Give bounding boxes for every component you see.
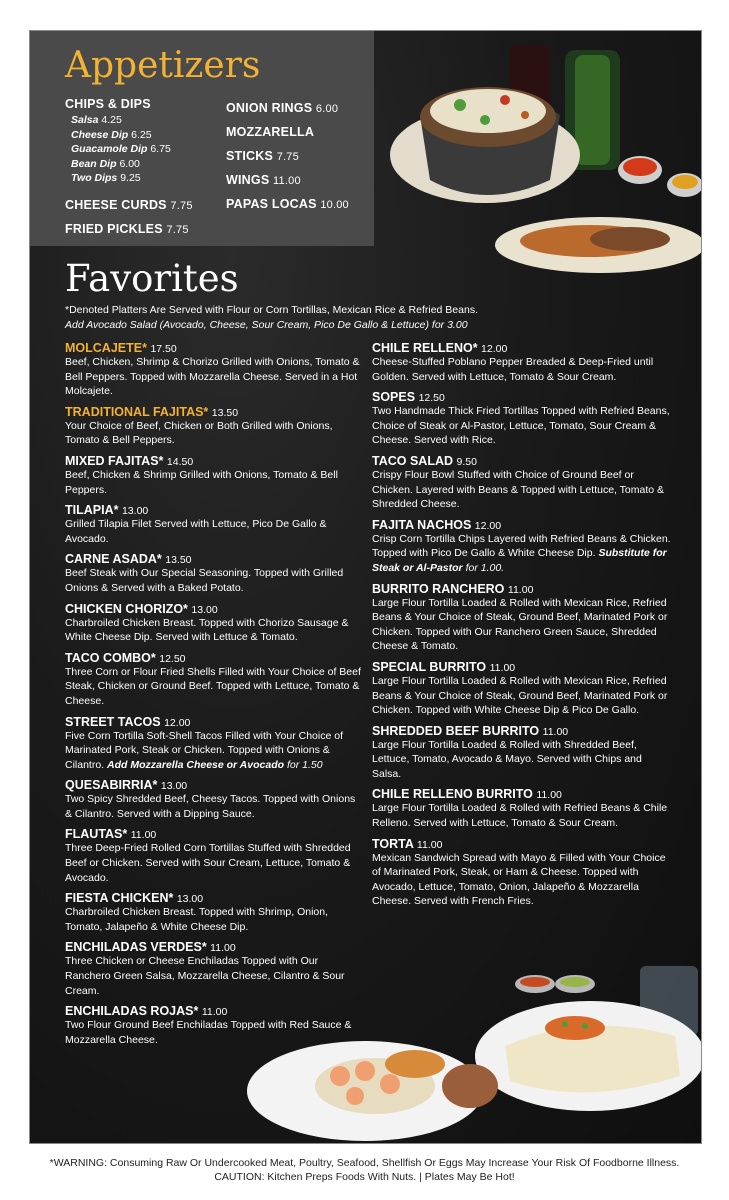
item-price: 11.00 [210,942,236,955]
item-price: 11.00 [542,725,569,738]
appetizers-right-list [226,97,349,217]
dip-item [71,171,193,186]
menu-item [65,552,365,595]
appetizer-price: 10.00 [320,199,349,211]
dip-price: 6.25 [131,128,152,141]
item-description-text: Beef, Chicken & Shrimp Grilled with Onions, Tomato & Bell Peppers. [65,468,338,496]
appetizer-name: PAPAS LOCAS [226,197,317,211]
menu-item-name [372,454,672,468]
menu-item [65,454,365,497]
dip-item [71,142,193,157]
item-name: FAJITA NACHOS [372,517,472,532]
item-addon-price: for 1.50 [286,758,323,771]
item-description [372,532,672,576]
menu-item [372,341,672,384]
warning-notice [0,1156,729,1184]
item-name: CHILE RELLENO BURRITO [372,787,533,802]
menu-item [65,405,365,448]
menu-board [29,30,702,1144]
item-description [372,355,672,384]
menu-item-name [372,660,672,674]
menu-item [65,778,365,821]
dip-name: Bean Dip [71,157,117,170]
dip-name: Two Dips [71,172,118,184]
menu-item-name [65,940,365,954]
appetizer-photo [390,45,701,275]
menu-item-name [372,837,672,851]
appetizer-price: 11.00 [273,175,301,187]
favorites-left-column [65,341,365,1053]
item-name: TACO SALAD [372,453,454,468]
favorites-avocado-note: Add Avocado Salad (Avocado, Cheese, Sour Cream, Pico De Gallo & Lettuce) for 3.00 [65,319,468,331]
item-description [372,404,672,448]
favorites-note: *Denoted Platters Are Served with Flour or Corn Tortillas, Mexican Rice & Refried Beans. [65,304,478,316]
item-description-text: Three Deep-Fried Rolled Corn Tortillas Stuffed with Shredded Beef or Chicken. Served with Sour Cream, Lettuce, Tomato & Avocado. [65,842,351,884]
dip-price: 6.75 [150,143,171,155]
item-name: SHREDDED BEEF BURRITO [372,723,540,738]
appetizers-left-column [65,97,193,242]
item-name: TORTA [372,836,414,851]
appetizer-name: CHEESE CURDS [65,197,167,212]
appetizer-price: 6.00 [315,103,339,115]
menu-item [65,341,365,399]
item-description-text: Mexican Sandwich Spread with Mayo & Filled with Your Choice of Marinated Pork, Steak, or Ham & Cheese. Topped with Avocado, Lettuce, Tomato, Onion, Jalapeño & Mozzarella Cheese. Served with French Fries. [372,851,666,908]
appetizer-price: 7.75 [276,151,299,163]
menu-item-name [65,405,365,419]
appetizer-item [226,97,349,121]
item-name: SPECIAL BURRITO [372,659,487,674]
menu-item [372,518,672,576]
menu-item [65,651,365,709]
item-description-text: Large Flour Tortilla Loaded & Rolled with Shredded Beef, Lettuce, Tomato, Avocado & Mayo. Served with Chips and Salsa. [372,738,642,780]
menu-item-name [372,724,672,738]
item-description-text: Cheese-Stuffed Poblano Pepper Breaded & Deep-Fried until Golden. Served with Lettuce, Tomato & Sour Cream. [372,356,654,383]
item-name: ENCHILADAS ROJAS* [65,1004,199,1019]
item-name: QUESABIRRIA* [65,778,158,793]
item-name: FLAUTAS* [65,827,128,842]
item-description-text: Large Flour Tortilla Loaded & Rolled with Mexican Rice, Refried Beans & Your Choice of Steak, Ground Beef, Marinated Pork or Chicken. Topped with Our Ranchero Green Sauce, Shredded Cheese & Tomato. [372,596,668,653]
item-description [65,355,365,399]
item-description-text: Beef, Chicken, Shrimp & Chorizo Grilled with Onions, Tomato & Bell Peppers. Topped with Mozzarella Cheese. Served in a Hot Molcajete. [65,356,360,398]
appetizers-panel [30,31,374,246]
item-description [372,801,672,830]
item-price: 13.50 [165,554,192,567]
menu-item-name [65,341,365,355]
menu-item [372,787,672,830]
item-price: 13.00 [176,893,204,906]
item-price: 13.00 [191,603,218,616]
menu-item [372,454,672,512]
dip-price: 6.00 [119,157,140,170]
menu-item [65,715,365,773]
menu-item-name [372,341,672,355]
dip-item [71,113,193,128]
menu-item-name [65,602,365,616]
item-description-text: Five Corn Tortilla Soft-Shell Tacos Filled with Your Choice of Marinated Pork, Steak or Chicken. Topped with Onions & Cilantro. [65,729,343,771]
item-description [65,792,365,821]
item-price: 11.00 [507,583,534,596]
entree-photo [245,966,701,1141]
item-description-text: Charbroiled Chicken Breast. Topped with Shrimp, Onion, Tomato, Jalapeño & White Cheese Dip. [65,906,329,933]
appetizer-name: STICKS [226,149,274,163]
dip-name: Cheese Dip [71,128,129,141]
item-name: TILAPIA* [65,503,119,518]
item-name: CHILE RELLENO* [372,341,478,355]
item-price: 11.00 [130,829,157,842]
item-price: 12.50 [418,392,445,405]
appetizer-name: MOZZARELLA [226,125,315,139]
item-name: MOLCAJETE* [65,341,147,355]
caution-line: CAUTION: Kitchen Preps Foods With Nuts. | Plates May Be Hot! [214,1171,515,1183]
item-description [65,665,365,709]
item-price: 11.00 [201,1006,228,1019]
item-name: ENCHILADAS VERDES* [65,940,207,955]
appetizer-name: WINGS [226,173,270,187]
favorites-title: Favorites [65,257,239,300]
appetizers-left-list [65,194,193,242]
item-price: 13.50 [211,406,239,419]
menu-item-name [372,787,672,801]
menu-item-name [372,582,672,596]
menu-item-name [65,891,365,905]
dips-list [71,113,193,186]
dip-item [71,157,193,172]
item-price: 14.50 [166,455,194,468]
item-description [372,674,672,718]
item-description-text: Beef Steak with Our Special Seasoning. Topped with Grilled Onions & Served with a Baked Potato. [65,567,344,594]
menu-item [372,390,672,448]
menu-item-name [65,503,365,517]
item-addon: Substitute for Steak or Al-Pastor [372,547,667,574]
item-price: 9.50 [456,455,477,468]
menu-item-name [65,454,365,468]
item-description [65,517,365,546]
item-name: SOPES [372,390,416,405]
item-name: CARNE ASADA* [65,552,162,567]
appetizer-item [226,145,349,169]
appetizers-title: Appetizers [65,45,261,86]
menu-item [65,827,365,885]
chips-dips-heading: CHIPS & DIPS [65,97,151,111]
item-description [65,905,365,934]
item-price: 12.50 [159,652,186,665]
item-price: 11.00 [416,838,443,851]
item-description-text: Grilled Tilapia Filet Served with Lettuce, Pico De Gallo & Avocado. [65,518,327,545]
menu-item [65,602,365,645]
dip-name: Guacamole Dip [71,143,148,155]
appetizer-item [65,218,193,242]
item-description-text: Two Spicy Shredded Beef, Cheesy Tacos. Topped with Onions & Cilantro. Served with a Dipping Sauce. [65,793,356,820]
appetizer-item [65,194,193,218]
item-name: TACO COMBO* [65,650,156,665]
appetizer-price: 7.75 [170,199,193,212]
item-description [372,738,672,782]
item-description-text: Crispy Flour Bowl Stuffed with Choice of Ground Beef or Chicken. Layered with Beans & Topped with Lettuce, Tomato & Shredded Cheese. [372,468,665,511]
appetizer-name: FRIED PICKLES [65,221,163,236]
item-addon: Add Mozzarella Cheese or Avocado [107,758,285,771]
item-price: 17.50 [150,343,177,355]
menu-item-name [65,715,365,729]
item-description [372,596,672,654]
item-price: 11.00 [489,661,516,674]
item-addon-price: for 1.00. [465,561,505,574]
menu-item [372,660,672,718]
appetizer-item [226,121,349,145]
item-description-text: Two Flour Ground Beef Enchiladas Topped with Red Sauce & Mozzarella Cheese. [65,1019,352,1046]
item-description [372,851,672,909]
menu-item [372,837,672,909]
item-description [65,616,365,645]
item-price: 12.00 [164,716,191,729]
item-name: MIXED FAJITAS* [65,453,164,468]
appetizer-name: ONION RINGS [226,101,313,115]
menu-item [65,503,365,546]
item-description [65,841,365,885]
item-name: FIESTA CHICKEN* [65,891,174,906]
item-price: 12.00 [481,343,508,355]
item-description-text: Your Choice of Beef, Chicken or Both Grilled with Onions, Tomato & Bell Peppers. [65,419,333,447]
item-description-text: Large Flour Tortilla Loaded & Rolled with Mexican Rice, Refried Beans & Your Choice of Steak, Ground Beef, Marinated Pork or Chicken. Topped with White Cheese Dip & Pico De Gallo. [372,674,668,717]
menu-item-name [65,552,365,566]
appetizer-item [226,193,349,217]
item-price: 12.00 [474,519,502,532]
appetizer-item [226,169,349,193]
appetizer-price: 7.75 [166,223,189,236]
item-description-text: Crisp Corn Tortilla Chips Layered with Refried Beans & Chicken. Topped with Pico De Gallo & White Cheese Dip. [372,532,671,560]
dip-price: 9.25 [120,172,141,184]
dip-price: 4.25 [101,114,122,126]
item-name: BURRITO RANCHERO [372,581,505,596]
menu-item-name [65,778,365,792]
item-description [65,566,365,595]
menu-item [372,724,672,782]
menu-item-name [372,518,672,532]
favorites-right-column [372,341,672,915]
item-description-text: Two Handmade Thick Fried Tortillas Topped with Refried Beans, Choice of Steak or Al-Pastor, Lettuce, Tomato, Sour Cream & Cheese. Served with Rice. [372,405,670,447]
menu-item-name [65,827,365,841]
dip-item [71,128,193,143]
item-description-text: Charbroiled Chicken Breast. Topped with Chorizo Sausage & White Cheese Dip. Served with Lettuce & Tomato. [65,616,349,644]
menu-item-name [372,390,672,404]
item-name: STREET TACOS [65,714,161,729]
item-description-text: Three Chicken or Cheese Enchiladas Topped with Our Ranchero Green Salsa, Mozzarella Cheese, Cilantro & Sour Cream. [65,955,345,997]
item-description-text: Large Flour Tortilla Loaded & Rolled with Refried Beans & Chile Relleno. Served with Lettuce, Tomato & Sour Cream. [372,802,668,830]
item-description-text: Three Corn or Flour Fried Shells Filled with Your Choice of Beef Steak, Chicken or Ground Beef. Topped with Lettuce, Tomato & Cheese. [65,665,361,707]
item-price: 13.00 [160,780,188,793]
item-name: TRADITIONAL FAJITAS* [65,404,209,419]
item-description [65,468,365,497]
item-description [65,729,365,773]
item-name: CHICKEN CHORIZO* [65,601,188,616]
menu-item [372,582,672,654]
menu-item-name [65,651,365,665]
menu-item [65,891,365,934]
item-description [65,419,365,448]
item-description [372,468,672,512]
item-price: 11.00 [536,789,562,802]
item-price: 13.00 [121,505,149,518]
warning-line: *WARNING: Consuming Raw Or Undercooked Meat, Poultry, Seafood, Shellfish Or Eggs May Increase Your Risk Of Foodborne Illness. [49,1157,680,1169]
dip-name: Salsa [71,114,99,126]
